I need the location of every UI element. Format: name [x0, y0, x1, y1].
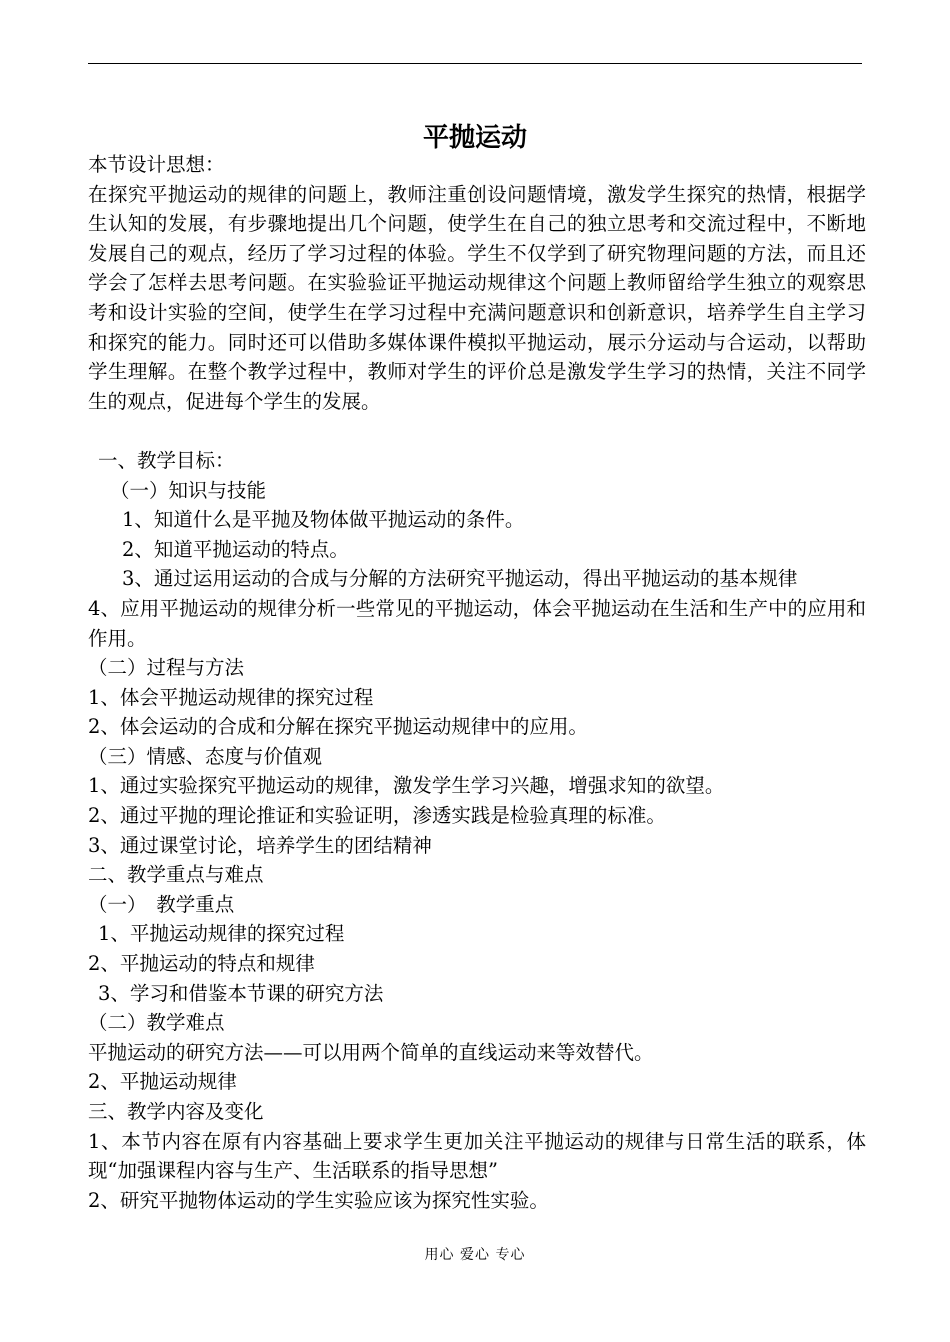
content-changes-heading: 三、教学内容及变化 [88, 1100, 264, 1123]
difficulty-item: 平抛运动的研究方法——可以用两个简单的直线运动来等效替代。 [88, 1040, 654, 1064]
difficulty-item: 2、平抛运动规律 [88, 1070, 237, 1094]
emotion-item: 2、通过平抛的理论推证和实验证明，渗透实践是检验真理的标准。 [88, 804, 666, 828]
emotion-item: 3、通过课堂讨论，培养学生的团结精神 [88, 833, 432, 857]
focus-heading: （一） 教学重点 [88, 892, 235, 916]
key-points-heading: 二、教学重点与难点 [88, 863, 264, 887]
knowledge-heading: （一）知识与技能 [110, 478, 267, 502]
knowledge-item: 4、应用平抛运动的规律分析一些常见的平抛运动，体会平抛运动在生活和生产中的应用和作用。 [88, 596, 866, 650]
page-title: 平抛运动 [422, 123, 527, 153]
knowledge-item: 2、知道平抛运动的特点。 [122, 537, 349, 561]
focus-item: 3、学习和借鉴本节课的研究方法 [98, 981, 384, 1005]
document-body [88, 150, 866, 1215]
design-paragraph: 在探究平抛运动的规律的问题上，教师注重创设问题情境，激发学生探究的热情，根据学生认知的发展，有步骤地提出几个问题，使学生在自己的独立思考和交流过程中，不断地发展自己的观点，经历了学习过程的体验。学生不仅学到了研究物理问题的方法，而且还学会了怎样去思考问题。在实验验证平抛运动规律这个问题上教师留给学生独立的观察思考和设计实验的空间，使学生在学习过程中充满问题意识和创新意识，培养学生自主学习和探究的能力。同时还可以借助多媒体课件模拟平抛运动，展示分运动与合运动，以帮助学生理解。在整个教学过程中，教师对学生的评价总是激发学生学习的热情，关注不同学生的观点，促进每个学生的发展。 [88, 182, 866, 413]
content-changes-item: 2、研究平抛物体运动的学生实验应该为探究性实验。 [88, 1188, 549, 1212]
content-changes-item: 1、本节内容在原有内容基础上要求学生更加关注平抛运动的规律与日常生活的联系，体现“加强课程内容与生产、生活联系的指导思想” [88, 1129, 866, 1183]
difficulty-heading: （二）教学难点 [88, 1011, 225, 1035]
emotion-item: 1、通过实验探究平抛运动的规律，激发学生学习兴趣，增强求知的欲望。 [88, 774, 725, 798]
page-footer: 用心 爱心 专心 [424, 1247, 526, 1263]
knowledge-item: 3、通过运用运动的合成与分解的方法研究平抛运动，得出平抛运动的基本规律 [122, 567, 798, 591]
process-heading: （二）过程与方法 [88, 656, 245, 680]
knowledge-item: 1、知道什么是平抛及物体做平抛运动的条件。 [122, 508, 525, 532]
header-rule [88, 63, 862, 64]
paragraph-gap [88, 416, 866, 446]
emotion-heading: （三）情感、态度与价值观 [88, 744, 323, 768]
goals-heading: 一、教学目标： [98, 448, 235, 472]
design-heading: 本节设计思想： [88, 153, 225, 176]
focus-item: 1、平抛运动规律的探究过程 [98, 922, 345, 946]
process-item: 2、体会运动的合成和分解在探究平抛运动规律中的应用。 [88, 715, 588, 739]
focus-item: 2、平抛运动的特点和规律 [88, 952, 315, 976]
process-item: 1、体会平抛运动规律的探究过程 [88, 685, 374, 709]
